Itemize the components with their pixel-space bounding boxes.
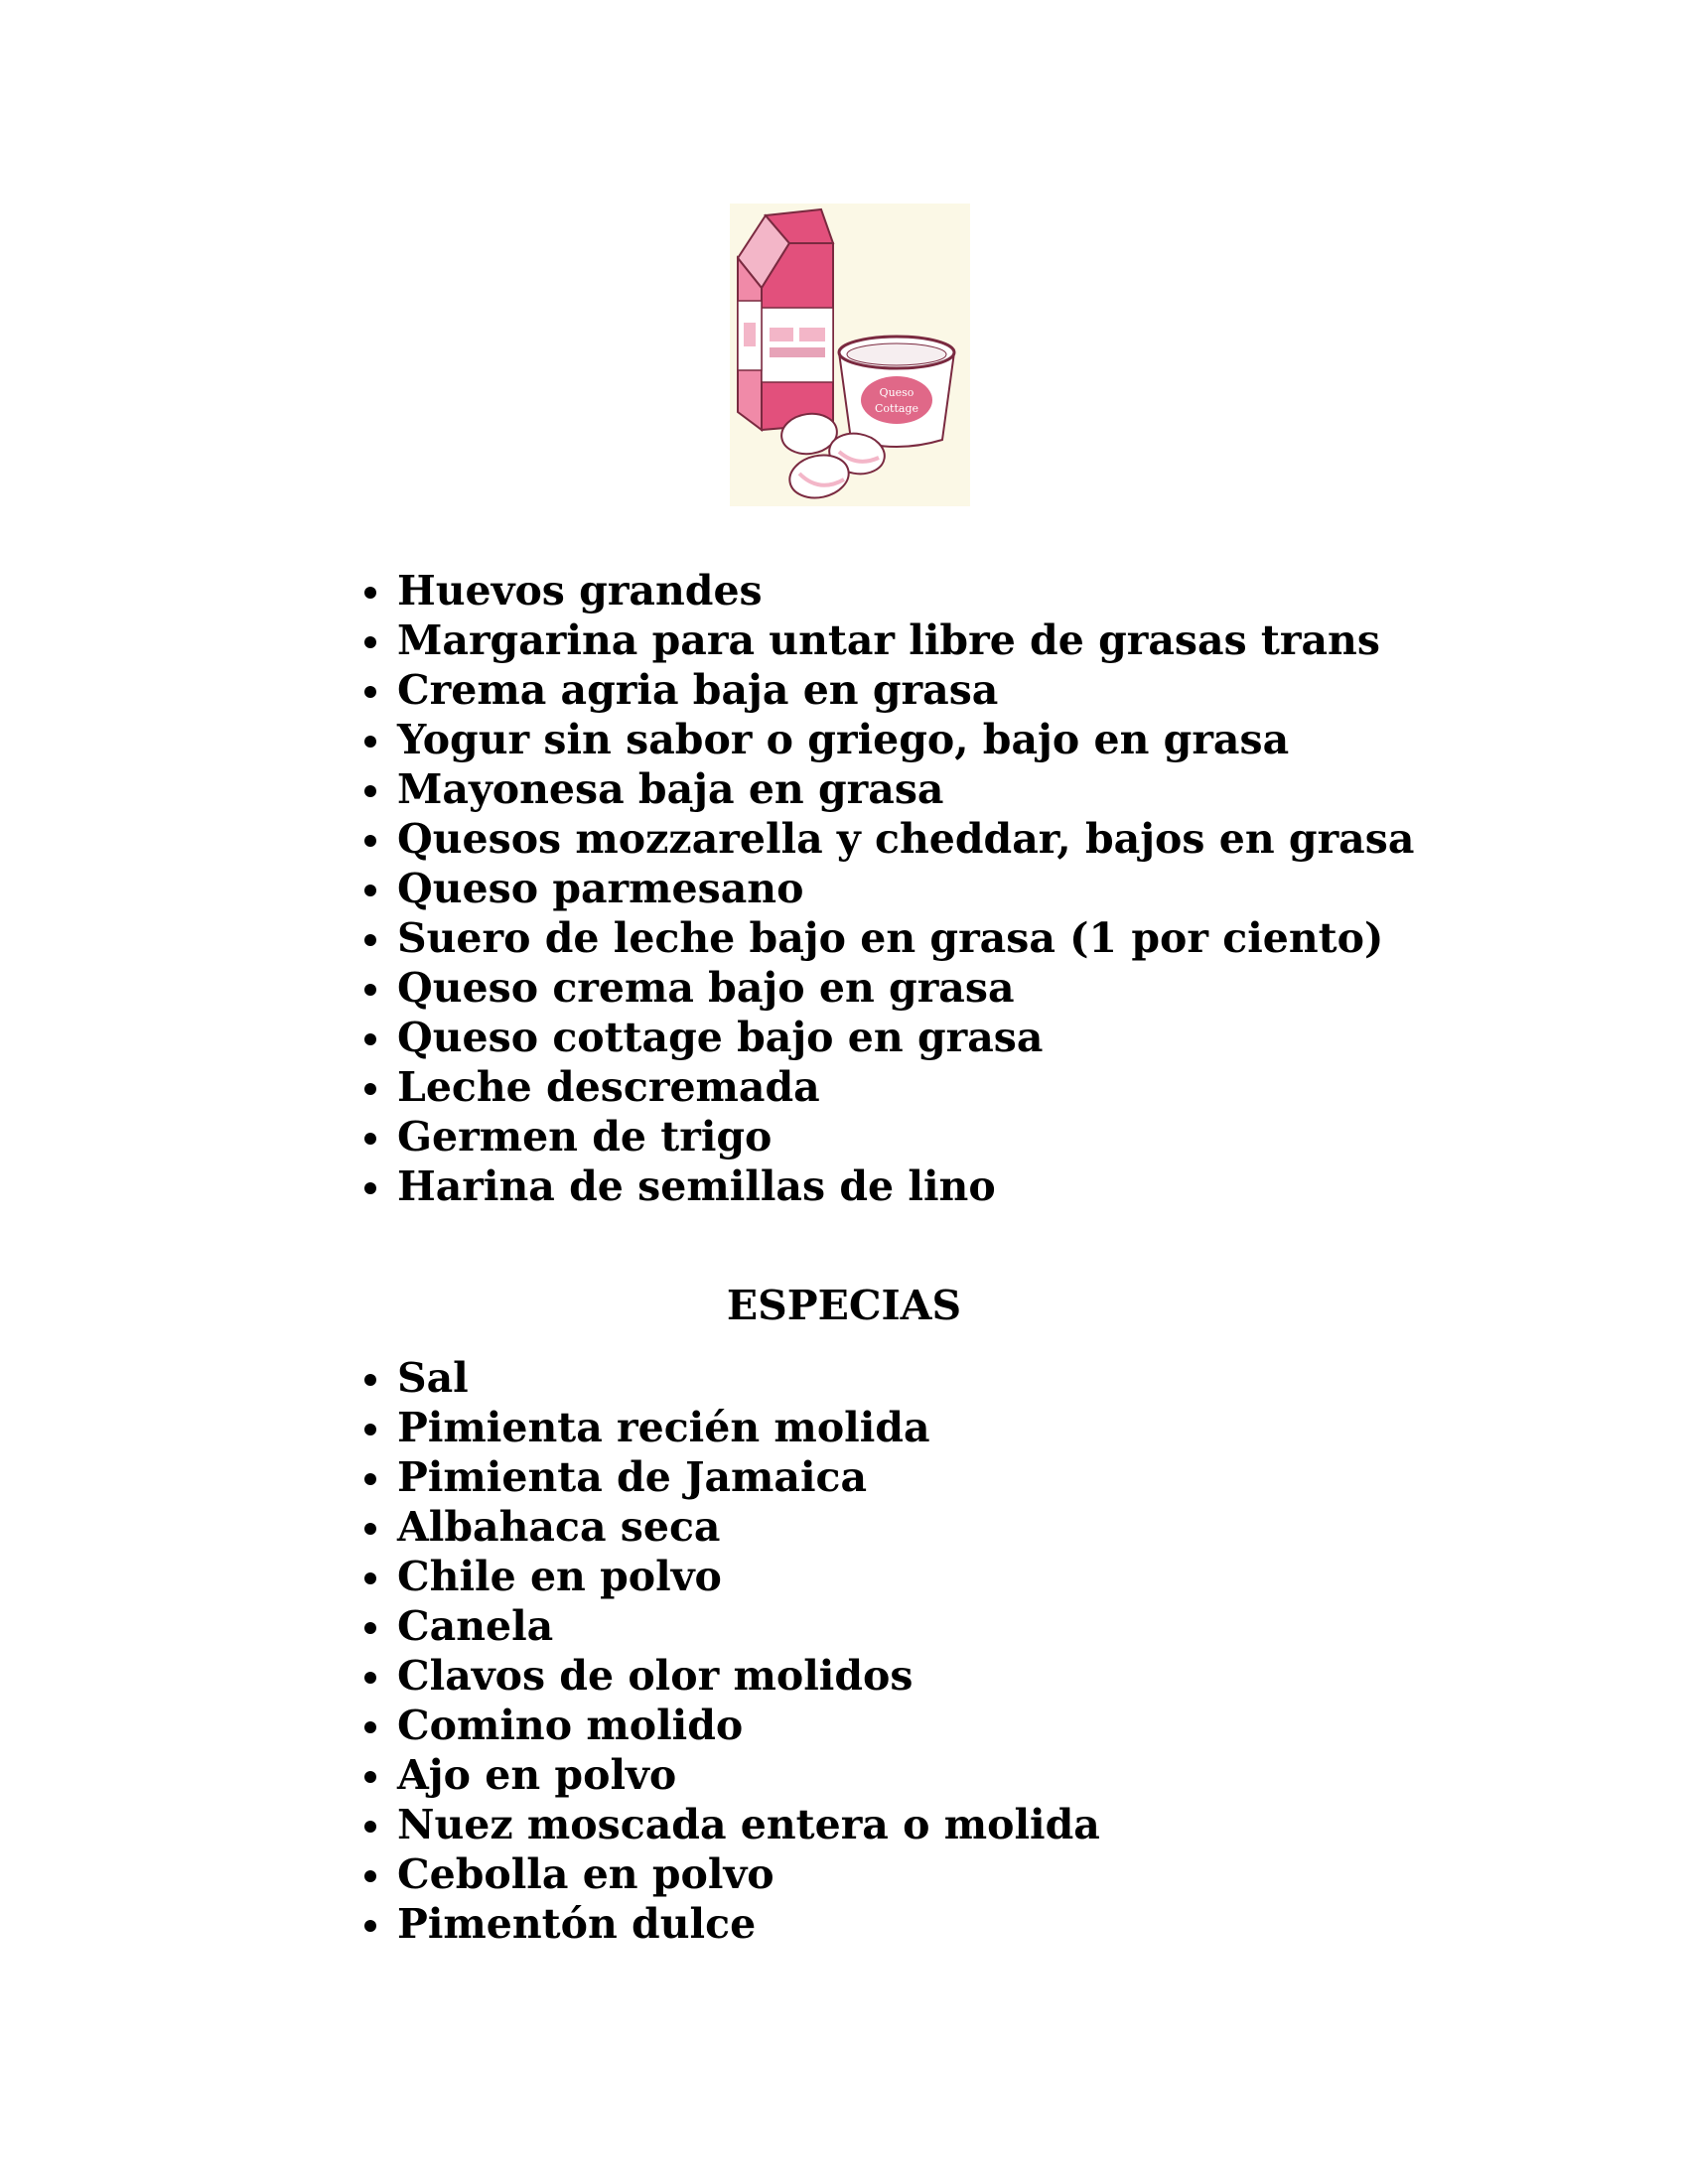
spice-list-item [397,1701,1100,1750]
bullet-icon [364,1033,376,1045]
dairy-item-label: Yogur sin sabor o griego, bajo en grasa [397,716,1290,763]
dairy-item-label: Crema agria baja en grasa [397,666,999,714]
spice-list-item [397,1353,1100,1403]
bullet-icon [364,1771,376,1783]
spice-list-item [397,1800,1100,1849]
cup-label-line2: Cottage [875,402,918,415]
spice-list-item [397,1403,1100,1452]
spice-list-item [397,1849,1100,1899]
dairy-list-item [397,913,1414,963]
dairy-list-item [397,615,1414,665]
spice-list-item [397,1452,1100,1502]
bullet-icon [364,984,376,996]
spice-item-label: Sal [397,1354,469,1402]
spice-item-label: Albahaca seca [397,1503,721,1551]
spice-item-label: Ajo en polvo [397,1751,677,1799]
dairy-list-item [397,1161,1414,1211]
cottage-cheese-cup-icon [839,337,954,447]
spices-list [397,1353,1100,1949]
spice-list-item [397,1601,1100,1651]
dairy-item-label: Huevos grandes [397,567,763,614]
bullet-icon [364,1133,376,1145]
bullet-icon [364,1473,376,1485]
dairy-list-item [397,814,1414,864]
bullet-icon [364,636,376,648]
spice-item-label: Comino molido [397,1702,744,1749]
dairy-list-item [397,963,1414,1013]
bullet-icon [364,1721,376,1733]
milk-carton-icon [738,209,833,430]
bullet-icon [364,1672,376,1684]
dairy-list-item [397,1062,1414,1112]
bullet-icon [364,1182,376,1194]
bullet-icon [364,1622,376,1634]
dairy-item-label: Queso crema bajo en grasa [397,964,1015,1012]
dairy-list-item [397,715,1414,764]
dairy-item-label: Leche descremada [397,1063,820,1111]
bullet-icon [364,587,376,599]
dairy-list-item [397,1112,1414,1161]
dairy-list-item [397,566,1414,615]
spice-item-label: Pimentón dulce [397,1900,757,1948]
bullet-icon [364,1523,376,1535]
spice-item-label: Cebolla en polvo [397,1850,774,1898]
spice-list-item [397,1651,1100,1701]
dairy-list-item [397,864,1414,913]
dairy-item-label: Mayonesa baja en grasa [397,765,944,813]
dairy-item-label: Quesos mozzarella y cheddar, bajos en grasa [397,815,1415,863]
dairy-item-label: Suero de leche bajo en grasa (1 por ciento) [397,914,1384,962]
bullet-icon [364,1821,376,1833]
bullet-icon [364,934,376,946]
bullet-icon [364,1374,376,1386]
bullet-icon [364,1920,376,1932]
bullet-icon [364,1870,376,1882]
spice-item-label: Pimienta recién molida [397,1404,930,1451]
spices-heading: ESPECIAS [726,1282,962,1329]
dairy-list-item [397,764,1414,814]
dairy-item-label: Harina de semillas de lino [397,1162,996,1210]
spice-list-item [397,1502,1100,1552]
bullet-icon [364,1424,376,1435]
bullet-icon [364,835,376,847]
dairy-item-label: Germen de trigo [397,1113,773,1160]
spice-list-item [397,1552,1100,1601]
dairy-item-label: Margarina para untar libre de grasas trans [397,616,1380,664]
dairy-list-item [397,665,1414,715]
bullet-icon [364,1083,376,1095]
bullet-icon [364,1572,376,1584]
dairy-list-item [397,1013,1414,1062]
bullet-icon [364,785,376,797]
dairy-clipart [730,204,970,506]
spice-list-item [397,1899,1100,1949]
spice-item-label: Canela [397,1602,554,1650]
bullet-icon [364,885,376,896]
spice-item-label: Nuez moscada entera o molida [397,1801,1100,1848]
spice-item-label: Clavos de olor molidos [397,1652,914,1700]
cup-label-line1: Queso [879,386,914,399]
spice-item-label: Pimienta de Jamaica [397,1453,868,1501]
bullet-icon [364,686,376,698]
spice-item-label: Chile en polvo [397,1553,722,1600]
dairy-item-label: Queso cottage bajo en grasa [397,1014,1044,1061]
bullet-icon [364,736,376,748]
dairy-item-label: Queso parmesano [397,865,804,912]
dairy-list [397,566,1414,1211]
spice-list-item [397,1750,1100,1800]
